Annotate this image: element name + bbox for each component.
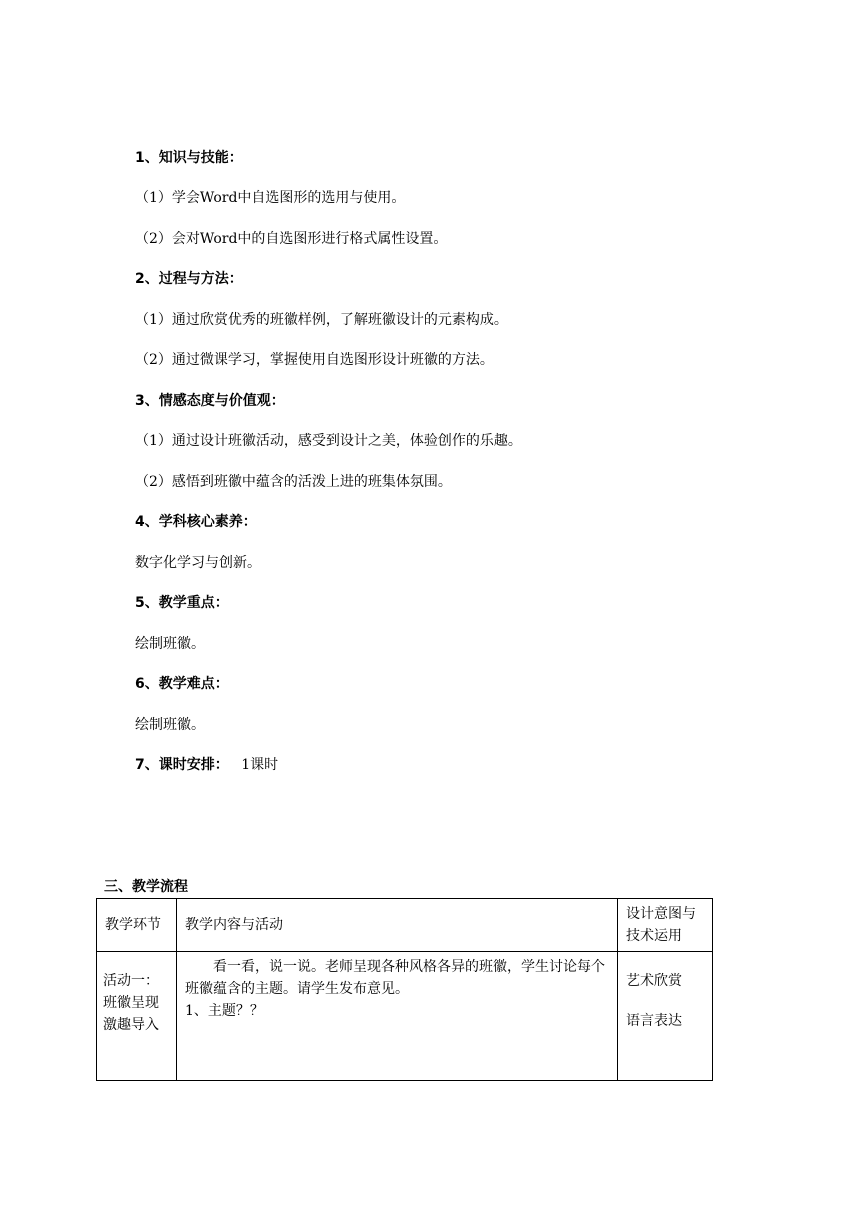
activity-cell [97, 952, 177, 1081]
class-hours-value: 1课时 [241, 757, 279, 773]
objective-item: 绘制班徽。 [135, 636, 205, 652]
activity-line: 活动一： [103, 973, 159, 989]
teaching-flow-table [96, 898, 713, 1081]
heading-key-point: 5、教学重点： [135, 595, 229, 611]
objective-item: （2）通过微课学习，掌握使用自选图形设计班徽的方法。 [135, 352, 494, 368]
objective-item: 数字化学习与创新。 [135, 555, 261, 571]
objective-item: （2）感悟到班徽中蕴含的活泼上进的班集体氛围。 [135, 474, 452, 490]
content-paragraph: 看一看，说一说。老师呈现各种风格各异的班徽，学生讨论每个班徽蕴含的主题。请学生发布意见。 [185, 959, 605, 997]
activity-line: 班徽呈现 [103, 995, 159, 1011]
table-header-row [97, 899, 713, 952]
activity-line: 激趣导入 [103, 1017, 159, 1033]
purpose-item: 艺术欣赏 [626, 973, 682, 989]
heading-class-hours: 7、课时安排： [135, 757, 229, 773]
objective-item: 绘制班徽。 [135, 717, 205, 733]
content-subitem: 1、主题？？ [185, 1003, 264, 1019]
heading-knowledge-skills: 1、知识与技能： [135, 150, 243, 166]
heading-emotion-values: 3、情感态度与价值观： [135, 393, 285, 409]
header-cell: 设计意图与技术运用 [618, 899, 713, 952]
objective-item: （1）学会Word中自选图形的选用与使用。 [135, 190, 406, 206]
heading-process-method: 2、过程与方法： [135, 271, 243, 287]
content-cell [177, 952, 618, 1081]
objective-item: （1）通过欣赏优秀的班徽样例，了解班徽设计的元素构成。 [135, 312, 508, 328]
purpose-item: 语言表达 [626, 1013, 682, 1029]
class-hours-line [135, 756, 278, 774]
table-row [97, 952, 713, 1081]
header-cell: 教学环节 [97, 899, 177, 952]
objective-item: （1）通过设计班徽活动，感受到设计之美，体验创作的乐趣。 [135, 433, 522, 449]
purpose-cell [618, 952, 713, 1081]
heading-core-literacy: 4、学科核心素养： [135, 514, 257, 530]
header-cell: 教学内容与活动 [177, 899, 618, 952]
heading-difficulty: 6、教学难点： [135, 676, 229, 692]
objective-item: （2）会对Word中的自选图形进行格式属性设置。 [135, 231, 448, 247]
section-title: 三、教学流程 [104, 879, 188, 895]
